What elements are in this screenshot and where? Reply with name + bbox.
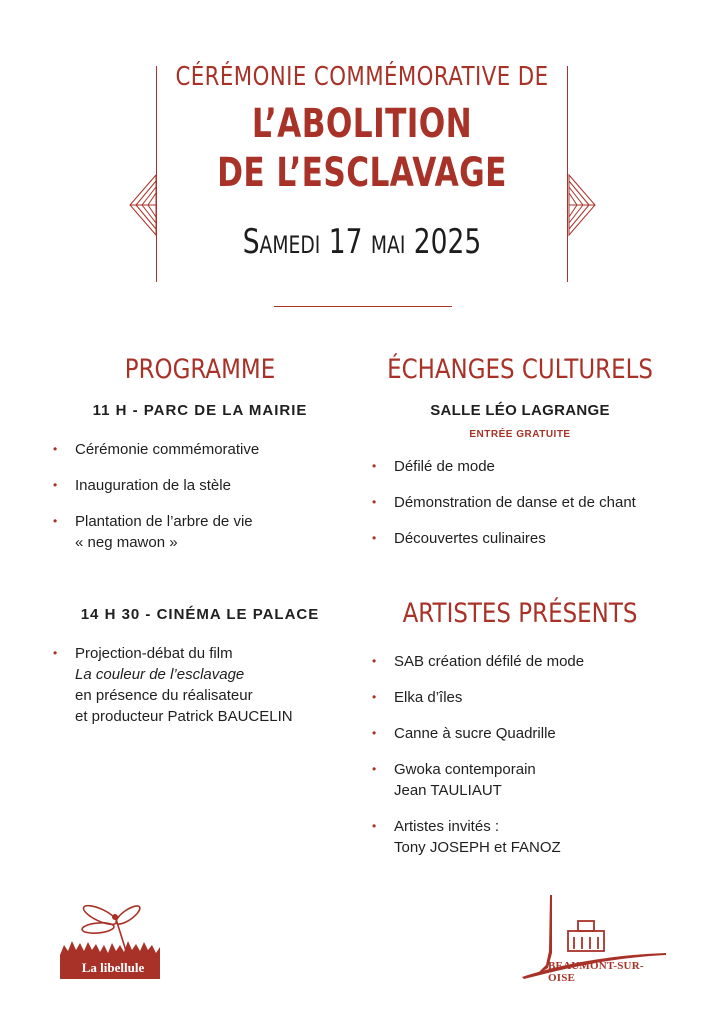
list-item <box>53 511 353 553</box>
la-libellule-logo-text: La libellule <box>81 960 145 975</box>
item-text-line2: Tony JOSEPH et FANOZ <box>394 839 561 856</box>
bullet-icon: • <box>372 531 377 545</box>
bullet-icon: • <box>372 459 377 473</box>
item-text-line2: « neg mawon » <box>75 534 178 551</box>
list-item <box>372 456 702 477</box>
item-text: Démonstration de danse et de chant <box>394 494 636 511</box>
bullet-icon: • <box>53 514 58 528</box>
bullet-icon: • <box>372 654 377 668</box>
list-item <box>372 492 702 513</box>
list-item <box>372 651 702 672</box>
artistes-heading: ARTISTES PRÉSENTS <box>402 598 638 629</box>
list-item <box>53 475 353 496</box>
item-text: Projection-débat du film <box>75 645 233 662</box>
event-title-line-1: L’ABOLITION <box>251 101 473 147</box>
bullet-icon: • <box>372 690 377 704</box>
bullet-icon: • <box>53 646 58 660</box>
bullet-icon: • <box>372 726 377 740</box>
film-title: La couleur de l’esclavage <box>75 666 245 683</box>
bullet-icon: • <box>372 495 377 509</box>
bullet-icon: • <box>372 819 377 833</box>
item-text: Canne à sucre Quadrille <box>394 725 556 742</box>
artistes-list <box>372 651 702 873</box>
echanges-venue: SALLE LÉO LAGRANGE <box>430 402 610 419</box>
list-item <box>372 687 702 708</box>
bullet-icon: • <box>53 478 58 492</box>
programme-heading: PROGRAMME <box>124 354 276 385</box>
list-item <box>53 439 353 460</box>
list-item <box>372 759 702 801</box>
frame-bottom-divider <box>274 306 452 307</box>
echanges-list <box>372 456 702 564</box>
item-text: Inauguration de la stèle <box>75 477 231 494</box>
list-item <box>53 643 363 727</box>
echanges-heading: ÉCHANGES CULTURELS <box>387 354 653 385</box>
list-item <box>372 528 702 549</box>
item-text-line3: en présence du réalisateur <box>75 687 253 704</box>
free-entry-badge: ENTRÉE GRATUITE <box>469 429 571 440</box>
item-text: Découvertes culinaires <box>394 530 546 547</box>
item-text-line4: et producteur Patrick BAUCELIN <box>75 708 293 725</box>
list-item <box>372 723 702 744</box>
item-text: SAB création défilé de mode <box>394 653 585 670</box>
item-text: Plantation de l’arbre de vie <box>75 513 253 530</box>
item-text: Elka d’îles <box>394 689 463 706</box>
event-title-line-2: DE L’ESCLAVAGE <box>217 150 507 196</box>
beaumont-logo-text: BEAUMONT-SUR-OISE <box>548 960 644 984</box>
session2-list <box>53 643 363 742</box>
item-text: Défilé de mode <box>394 458 495 475</box>
session2-heading: 14 H 30 - CINÉMA LE PALACE <box>80 606 320 623</box>
bullet-icon: • <box>53 442 58 456</box>
list-item <box>372 816 702 858</box>
event-subtitle: CÉRÉMONIE COMMÉMORATIVE DE <box>175 62 549 92</box>
item-text-line2: Jean TAULIAUT <box>394 782 502 799</box>
bullet-icon: • <box>372 762 377 776</box>
item-text: Cérémonie commémorative <box>75 441 260 458</box>
item-text: Artistes invités : <box>394 818 500 835</box>
session1-list <box>53 439 353 568</box>
item-text: Gwoka contemporain <box>394 761 536 778</box>
event-date: Samedi 17 mai 2025 <box>242 222 482 262</box>
session1-heading: 11 H - PARC DE LA MAIRIE <box>92 402 308 419</box>
